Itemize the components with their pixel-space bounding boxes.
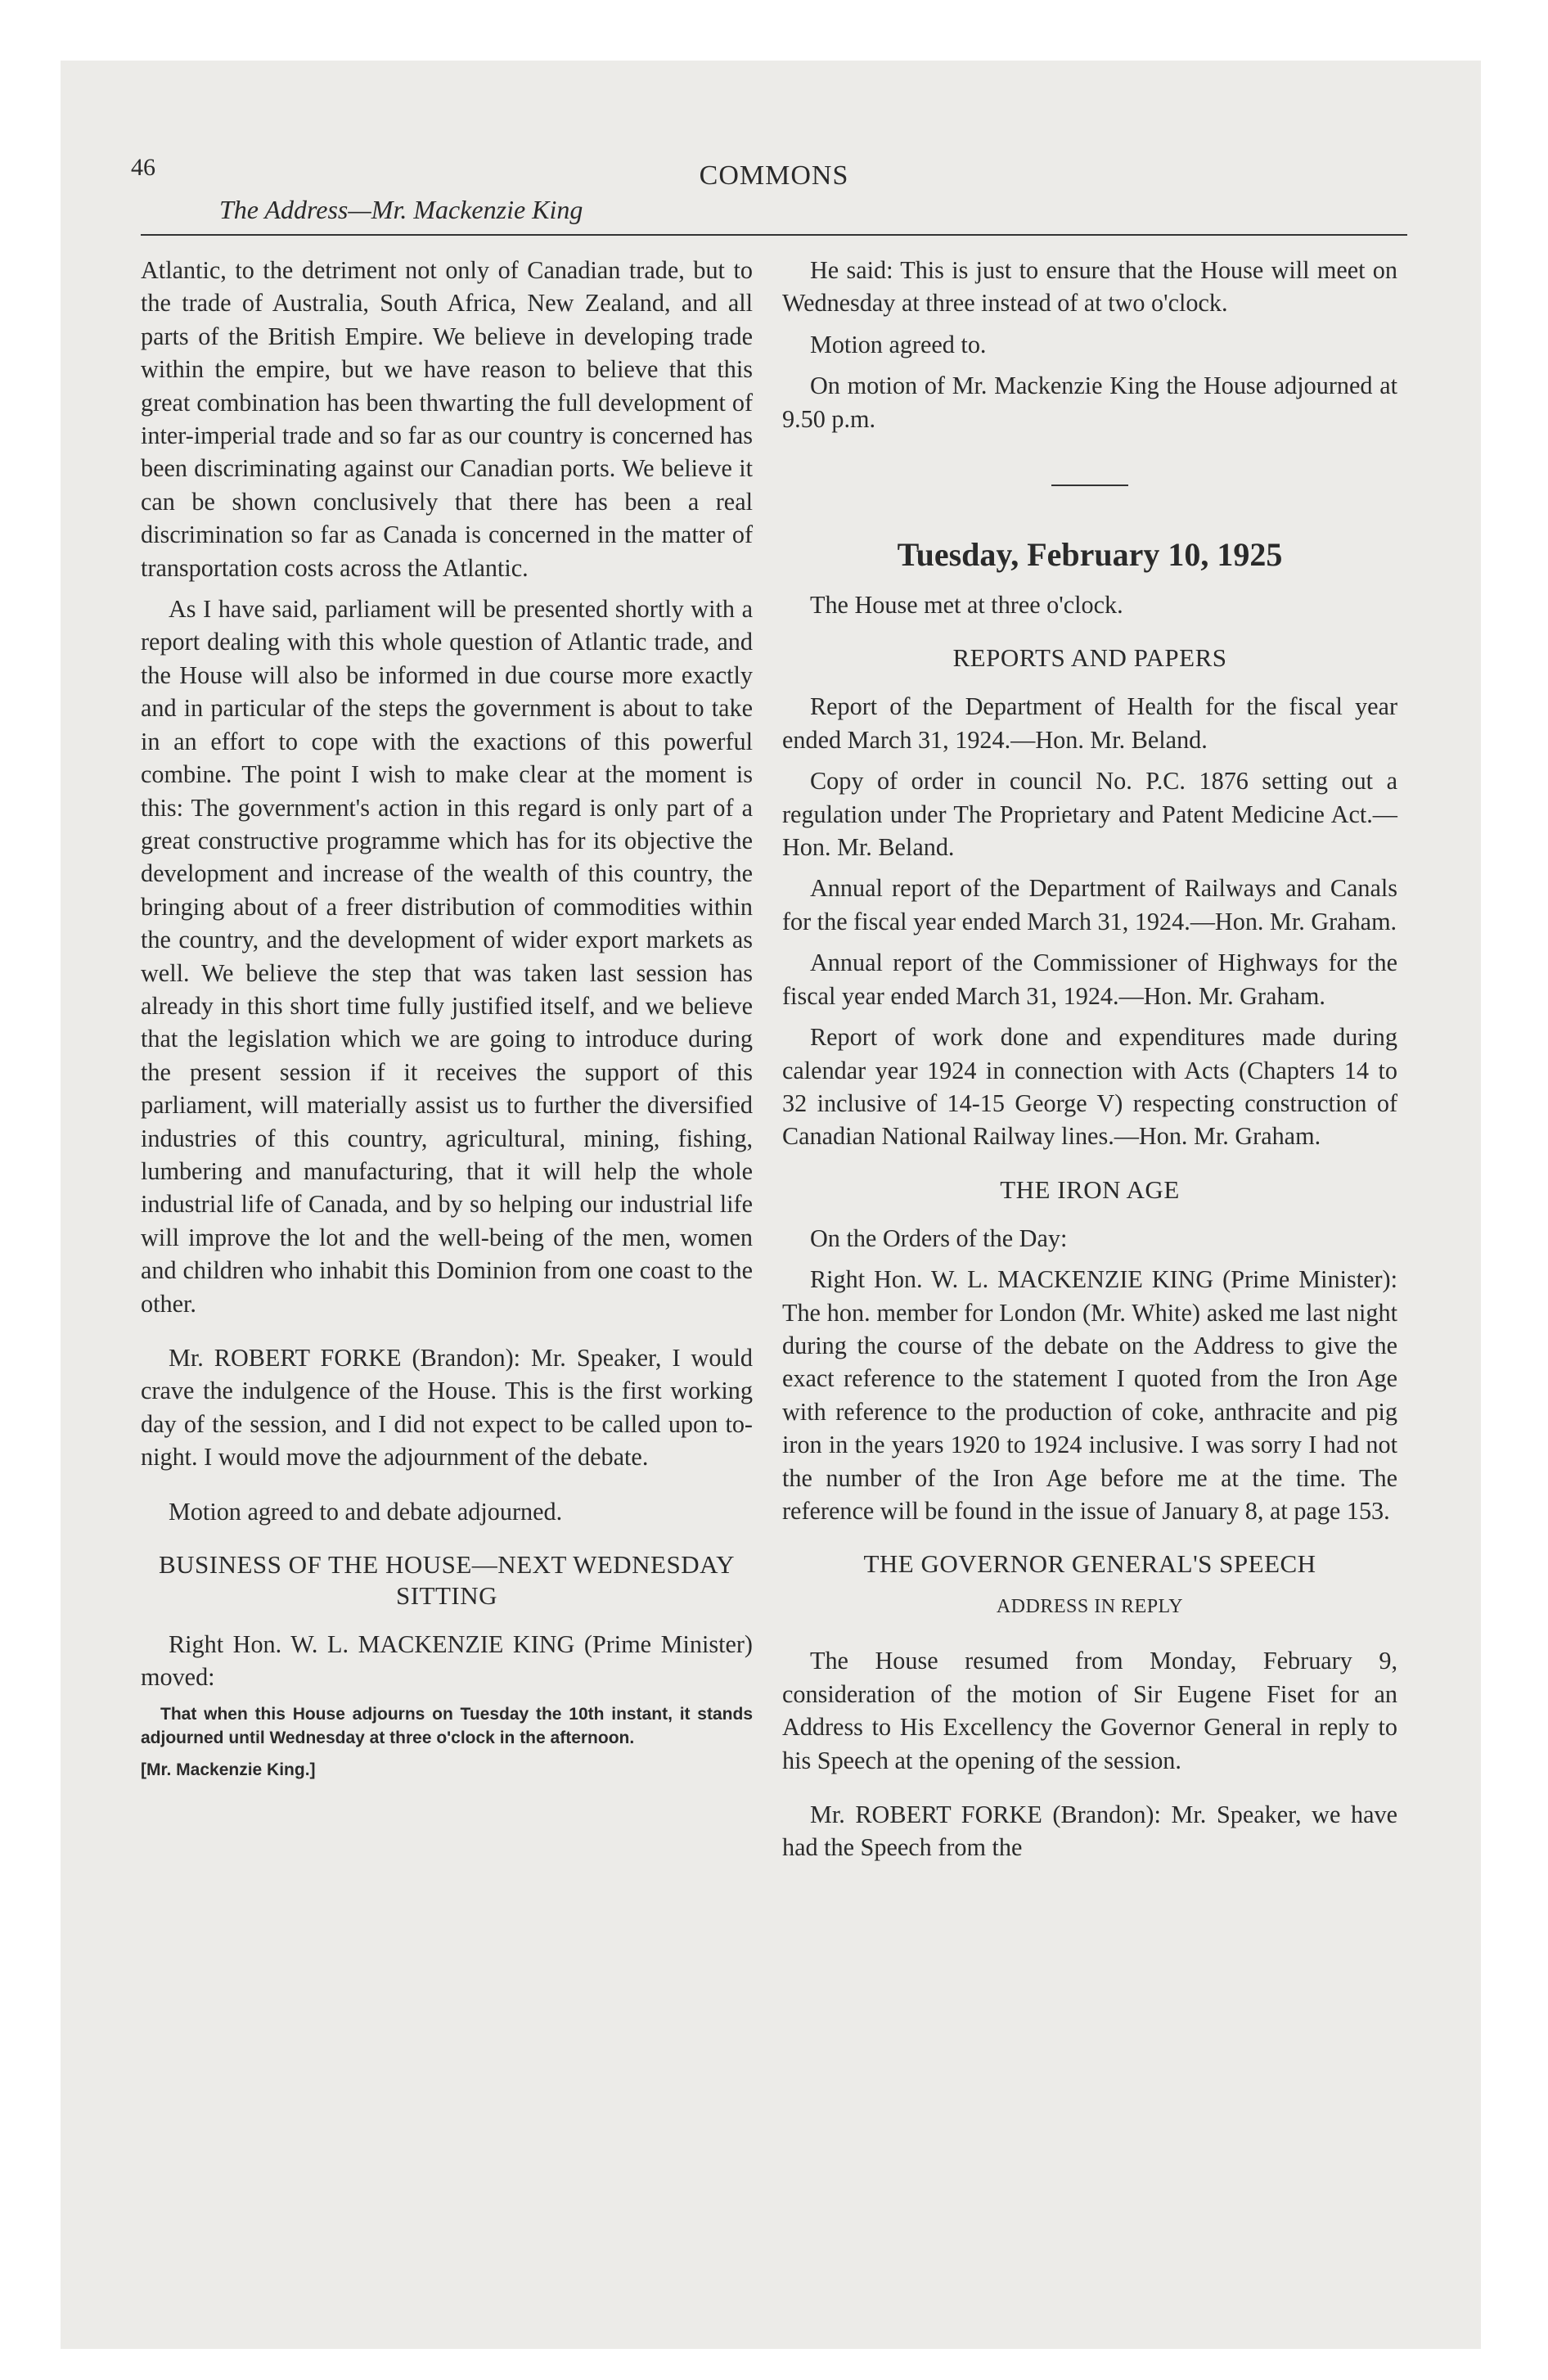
left-column — [141, 254, 753, 1790]
paragraph: As I have said, parliament will be presented shortly with a report dealing with this whole question of Atlantic trade, and the House will also be informed in due course more exactly and in particular of the steps the government is about to take in an effort to cope with the exactions of this powerful combine. The point I wish to make clear at the moment is this: The government's action in this regard is only part of a great constructive programme which has for its objective the development and increase of the wealth of this country, the bringing about of a freer distribution of commodities within the country, and the development of wider export markets as well. We believe the step that was taken last session has already in this short time fully justified itself, and we believe that the legislation which we are going to introduce during the present session if it receives the support of this parliament, will materially assist us to further the diversified industries of this country, agricultural, mining, fishing, lumbering and manufacturing, that it will help the whole industrial life of Canada, and by so helping our industrial life will improve the lot and the well-being of the men, women and children who inhabit this Dominion from one coast to the other. — [141, 595, 753, 1318]
report-item: Report of work done and expenditures made during calendar year 1924 in connection with Acts (Chapters 14 to 32 inclusive of 14-15 George V) respecting construction of Canadian National Railway lines.—Hon. Mr. Graham. — [782, 1023, 1397, 1151]
paragraph: Mr. ROBERT FORKE (Brandon): Mr. Speaker, I would crave the indulgence of the House. This is the first working day of the session, and I did not expect to be called upon to-night. I would move the adjournment of the debate. — [141, 1344, 753, 1472]
motion-text: That when this House adjourns on Tuesday the 10th instant, it stands adjourned until Wednesday at three o'clock in the afternoon. — [141, 1704, 753, 1747]
date-heading: Tuesday, February 10, 1925 — [897, 536, 1283, 574]
section-heading-business: BUSINESS OF THE HOUSE—NEXT WEDNESDAY SITTING — [158, 1550, 736, 1611]
page-title: COMMONS — [699, 160, 849, 191]
paragraph: The House resumed from Monday, February 9, consideration of the motion of Sir Eugene Fiset for an Address to His Excellency the Governor General in reply to his Speech at the opening of the session. — [782, 1647, 1397, 1774]
running-head: The Address—Mr. Mackenzie King — [219, 195, 583, 224]
paragraph: Motion agreed to. — [810, 330, 987, 358]
section-heading-reports: REPORTS AND PAPERS — [952, 643, 1227, 673]
header-rule — [141, 234, 1407, 236]
paragraph: The House met at three o'clock. — [810, 591, 1123, 620]
section-heading-speech: THE GOVERNOR GENERAL'S SPEECH — [863, 1549, 1316, 1579]
page-number: 46 — [131, 154, 155, 181]
right-column — [782, 254, 1397, 1873]
paragraph: On motion of Mr. Mackenzie King the House adjourned at 9.50 p.m. — [782, 372, 1397, 433]
subheading-address-in-reply: ADDRESS IN REPLY — [996, 1596, 1184, 1618]
section-heading-iron-age: THE IRON AGE — [1000, 1174, 1180, 1204]
paragraph: Right Hon. W. L. MACKENZIE KING (Prime Minister) moved: — [141, 1630, 753, 1692]
paragraph: Motion agreed to and debate adjourned. — [169, 1497, 563, 1526]
paragraph: He said: This is just to ensure that the House will meet on Wednesday at three instead of at two o'clock. — [782, 256, 1397, 318]
report-item: Annual report of the Commissioner of Highways for the fiscal year ended March 31, 1924.—Hon. Mr. Graham. — [782, 949, 1397, 1010]
paragraph: Mr. ROBERT FORKE (Brandon): Mr. Speaker, we have had the Speech from the — [782, 1801, 1397, 1862]
report-item: Annual report of the Department of Railways and Canals for the fiscal year ended March 31, 1924.—Hon. Mr. Graham. — [782, 874, 1397, 935]
report-item: Report of the Department of Health for the fiscal year ended March 31, 1924.—Hon. Mr. Beland. — [782, 692, 1397, 754]
report-item: Copy of order in council No. P.C. 1876 setting out a regulation under The Proprietary and Patent Medicine Act.—Hon. Mr. Beland. — [782, 767, 1397, 862]
motion-attribution: [Mr. Mackenzie King.] — [141, 1760, 316, 1779]
paragraph: Atlantic, to the detriment not only of Canadian trade, but to the trade of Australia, South Africa, New Zealand, and all parts of the British Empire. We believe in developing trade within the empire, but we have reason to believe that this great combination has been thwarting the full development of inter-imperial trade and so far as our country is concerned has been discriminating against our Canadian ports. We believe it can be shown conclusively that there has been a real discrimination so far as Canada is concerned in the matter of transportation costs across the Atlantic. — [141, 256, 753, 582]
paragraph: On the Orders of the Day: — [810, 1224, 1068, 1252]
section-divider — [1051, 485, 1128, 486]
paragraph: Right Hon. W. L. MACKENZIE KING (Prime Minister): The hon. member for London (Mr. White) asked me last night during the course of the debate on the Address to give the exact reference to the statement I quoted from the Iron Age with reference to the production of coke, anthracite and pig iron in the years 1920 to 1924 inclusive. I was sorry I had not the number of the Iron Age before me at the time. The reference will be found in the issue of January 8, at page 153. — [782, 1265, 1397, 1525]
